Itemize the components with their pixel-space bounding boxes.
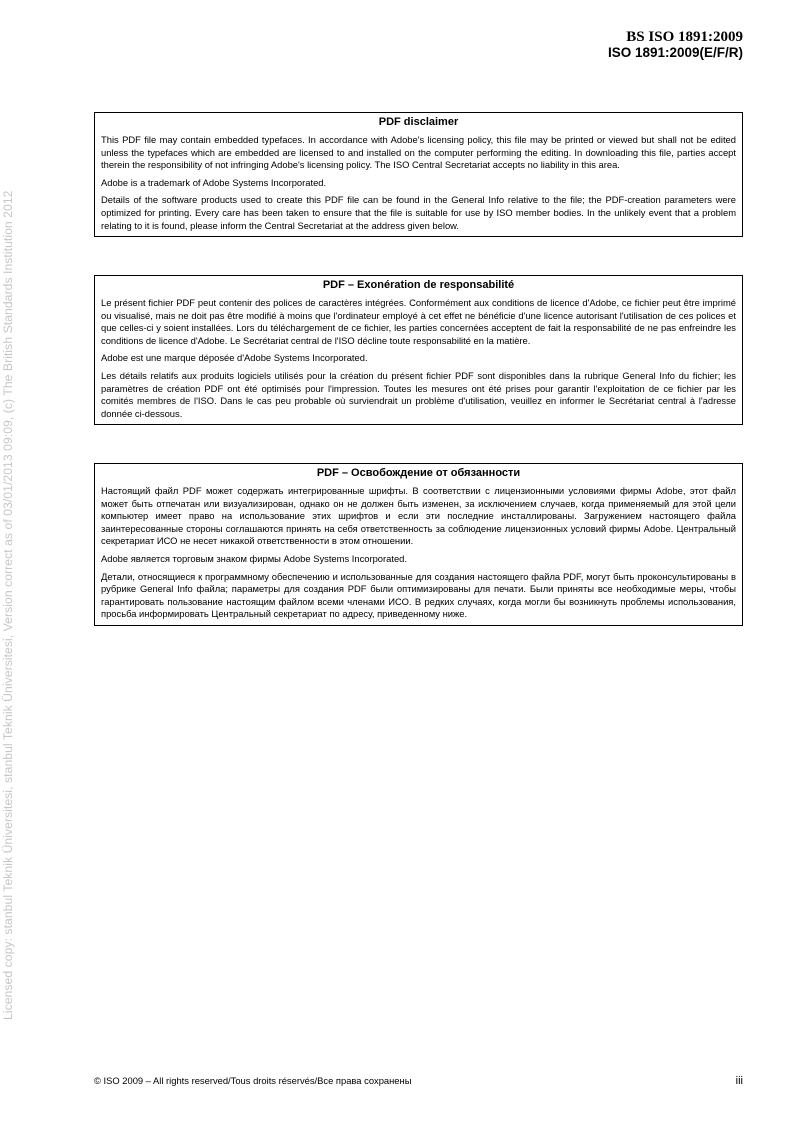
disclaimer-title: PDF – Exonération de responsabilité: [322, 279, 515, 291]
disclaimer-title: PDF disclaimer: [378, 116, 459, 128]
disclaimer-box-english: [94, 112, 743, 237]
disclaimer-paragraph: This PDF file may contain embedded typefaces. In accordance with Adobe's licensing policy, this file may be printed or viewed but shall not be edited unless the typefaces which are embedded are licensed to and installed on the computer performing the editing. In downloading this file, parties accept therein the responsibility of not infringing Adobe's licensing policy. The ISO Central Secretariat accepts no liability in this area.: [101, 134, 736, 171]
disclaimer-paragraph: Adobe является торговым знаком фирмы Adobe Systems Incorporated.: [101, 552, 407, 564]
disclaimer-paragraph: Adobe is a trademark of Adobe Systems Incorporated.: [101, 176, 327, 188]
document-header: [608, 29, 743, 61]
disclaimer-title: PDF – Освобождение от обязанности: [316, 467, 521, 479]
disclaimer-box-french: [94, 275, 743, 425]
copyright-notice: © ISO 2009 – All rights reserved/Tous droits réservés/Все права сохранены: [94, 1075, 412, 1086]
page-number: iii: [735, 1075, 743, 1087]
license-watermark: Licensed copy: stanbul Teknik Üniversitesi, stanbul Teknik Üniversitesi, Version correct as of 03/01/2013 09:09, (c) The British Standards Institution 2012: [1, 190, 15, 1020]
disclaimer-paragraph: Details of the software products used to create this PDF file can be found in the General Info relative to the file; the PDF-creation parameters were optimized for printing. Every care has been taken to ensure that the file is suitable for use by ISO member bodies. In the unlikely event that a problem relating to it is found, please inform the Central Secretariat at the address given below.: [101, 194, 736, 231]
disclaimer-paragraph: Adobe est une marque déposée d'Adobe Systems Incorporated.: [101, 352, 368, 364]
disclaimer-paragraph: Настоящий файл PDF может содержать интегрированные шрифты. В соответствии с лицензионными условиями фирмы Adobe, этот файл может быть отпечатан или визуализирован, однако он не должен быть изменен, за исключением случаев, когда применяемый для этой цели компьютер имеет право на использование этих шрифтов и если эти последние инсталлированы. Загружением настоящего файла заинтересованные стороны соглашаются принять на себя ответственность за соблюдение лицензионных условий фирмы Adobe. Центральный секретариат ИСО не несет никакой ответственности в этом отношении.: [101, 485, 736, 547]
disclaimer-box-russian: [94, 463, 743, 626]
disclaimer-paragraph: Le présent fichier PDF peut contenir des polices de caractères intégrées. Conformément aux conditions de licence d'Adobe, ce fichier peut être imprimé ou visualisé, mais ne doit pas être modifié à moins que l'ordinateur employé à cet effet ne bénéficie d'une licence autorisant l'utilisation de ces polices et que celles-ci y soient installées. Lors du téléchargement de ce fichier, les parties concernées acceptent de fait la responsabilité de ne pas enfreindre les conditions de licence d'Adobe. Le Secrétariat central de l'ISO décline toute responsabilité en la matière.: [101, 297, 736, 346]
bs-standard-number: BS ISO 1891:2009: [626, 29, 743, 45]
disclaimer-paragraph: Детали, относящиеся к программному обеспечению и использованные для создания настоящего файла PDF, могут быть проконсультированы в рубрике General Info файла; параметры для создания PDF были оптимизированы для печати. Были приняты все необходимые меры, чтобы гарантировать пользование настоящим файлом всеми членами ИСО. В редких случаях, когда могли бы возникнуть проблемы использования, просьба информировать Центральный секретариат по адресу, приведенному ниже.: [101, 570, 736, 620]
disclaimer-paragraph: Les détails relatifs aux produits logiciels utilisés pour la création du présent fichier PDF sont disponibles dans la rubrique General Info du fichier; les paramètres de création PDF ont été optimisés pour l'impression. Toutes les mesures ont été prises pour garantir l'exploitation de ce fichier par les comités membres de l'ISO. Dans le cas peu probable où surviendrait un problème d'utilisation, veuillez en informer le Secrétariat central à l'adresse donnée ci-dessous.: [101, 369, 736, 419]
iso-standard-number: ISO 1891:2009(E/F/R): [607, 45, 743, 60]
